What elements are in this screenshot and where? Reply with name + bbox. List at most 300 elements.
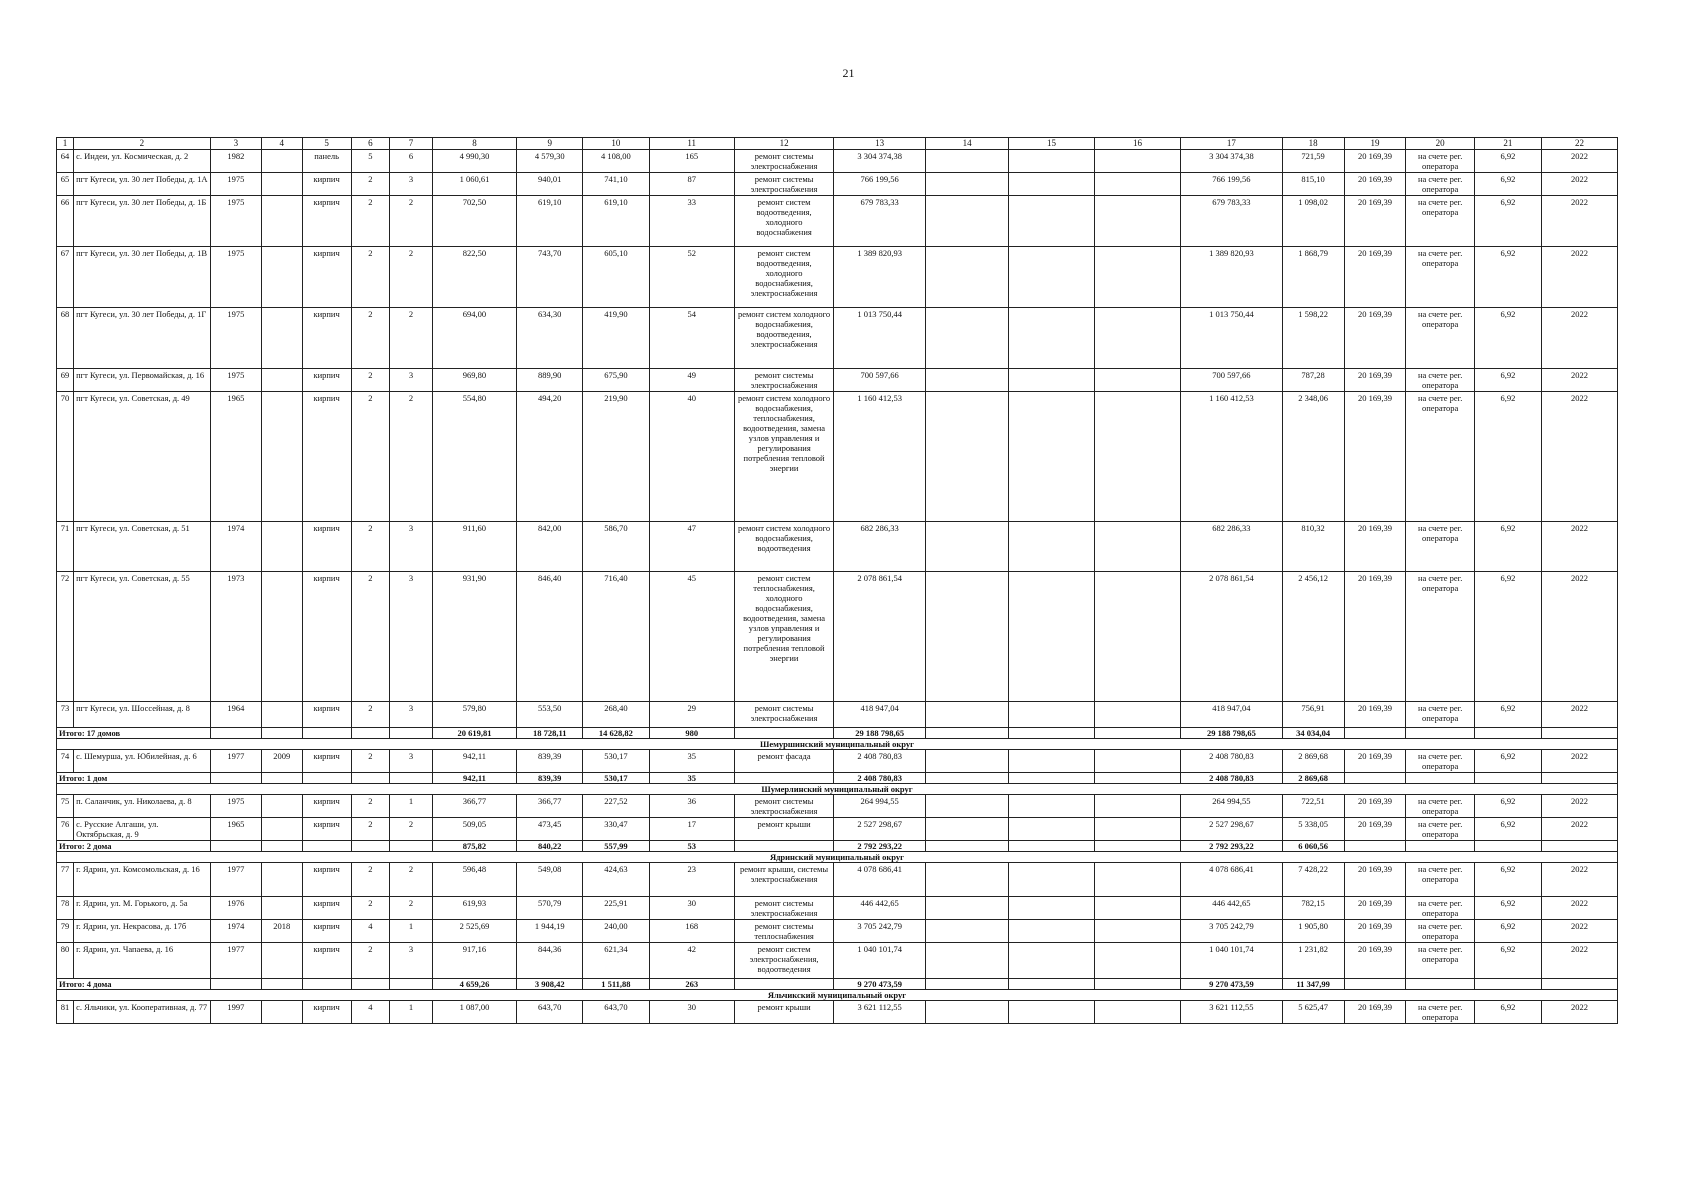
cell-living-area: 643,70 <box>583 1000 649 1023</box>
cell-floors: 2 <box>351 701 389 727</box>
cell-year-renovated <box>261 149 302 172</box>
cell-total-area: 931,90 <box>432 571 516 701</box>
cell-max-unit-cost: 20 169,39 <box>1344 571 1406 701</box>
cell-empty <box>390 840 433 851</box>
cell-total-area: 596,48 <box>432 862 516 896</box>
cell-year-renovated <box>261 862 302 896</box>
cell-wall-material: кирпич <box>302 749 351 772</box>
cell-empty <box>351 772 389 783</box>
cell-floors: 2 <box>351 794 389 817</box>
cell-empty <box>1009 772 1094 783</box>
cell-col-15 <box>1009 749 1094 772</box>
cell-total-area: 917,16 <box>432 942 516 978</box>
cell-year-renovated: 2018 <box>261 919 302 942</box>
cell-floors: 2 <box>351 246 389 307</box>
cell-wall-material: кирпич <box>302 701 351 727</box>
cell-completion-year: 2022 <box>1542 919 1618 942</box>
cell-max-unit-cost: 20 169,39 <box>1344 749 1406 772</box>
cell-empty <box>210 772 261 783</box>
cell-max-unit-cost: 20 169,39 <box>1344 1000 1406 1023</box>
cell-entrances: 6 <box>390 149 433 172</box>
cell-area-premises: 553,50 <box>517 701 583 727</box>
cell-wall-material: кирпич <box>302 919 351 942</box>
cell-empty <box>1542 727 1618 738</box>
cell-fund-account: на счете рег. оператора <box>1406 862 1474 896</box>
cell-living-area: 741,10 <box>583 172 649 195</box>
housing-repair-table <box>56 137 1618 1024</box>
cell-address: с. Шемурша, ул. Юбилейная, д. 6 <box>74 749 211 772</box>
cell-wall-material: кирпич <box>302 391 351 521</box>
cell-address: г. Ядрин, ул. Чапаева, д. 16 <box>74 942 211 978</box>
cell-completion-year: 2022 <box>1542 896 1618 919</box>
cell-fund-account: на счете рег. оператора <box>1406 896 1474 919</box>
cell-area-premises: 844,36 <box>517 942 583 978</box>
district-name: Яльчикский муниципальный округ <box>57 989 1618 1000</box>
cell-fund-account: на счете рег. оператора <box>1406 701 1474 727</box>
cell-residents: 30 <box>649 896 734 919</box>
cell-residents: 40 <box>649 391 734 521</box>
cell-area-premises: 4 579,30 <box>517 149 583 172</box>
cell-total-area: 1 060,61 <box>432 172 516 195</box>
cell-year-built: 1982 <box>210 149 261 172</box>
cell-col-16 <box>1094 521 1180 571</box>
cell-total-area: 579,80 <box>432 701 516 727</box>
cell-year-renovated <box>261 817 302 840</box>
cell-col-16 <box>1094 817 1180 840</box>
cell-total-label: Итого: 4 дома <box>57 978 211 989</box>
cell-total-label: Итого: 17 домов <box>57 727 211 738</box>
cell-repair-cost: 700 597,66 <box>834 368 926 391</box>
cell-wall-material: кирпич <box>302 1000 351 1023</box>
cell-empty <box>210 978 261 989</box>
cell-row-number: 71 <box>57 521 74 571</box>
cell-living-area: 716,40 <box>583 571 649 701</box>
cell-living-area: 424,63 <box>583 862 649 896</box>
cell-repair-cost: 3 304 374,38 <box>834 149 926 172</box>
cell-repair-cost: 1 040 101,74 <box>834 942 926 978</box>
cell-total-col-17: 2 408 780,83 <box>1181 772 1282 783</box>
cell-max-unit-cost: 20 169,39 <box>1344 817 1406 840</box>
cell-row-number: 74 <box>57 749 74 772</box>
cell-col-21: 6,92 <box>1474 749 1541 772</box>
table-row <box>57 172 1618 195</box>
cell-col-15 <box>1009 701 1094 727</box>
cell-col-14 <box>926 794 1009 817</box>
cell-completion-year: 2022 <box>1542 862 1618 896</box>
cell-col-14 <box>926 896 1009 919</box>
cell-max-unit-cost: 20 169,39 <box>1344 391 1406 521</box>
cell-area-premises: 1 944,19 <box>517 919 583 942</box>
cell-fund-account: на счете рег. оператора <box>1406 149 1474 172</box>
cell-repair-cost: 418 947,04 <box>834 701 926 727</box>
cell-year-built: 1976 <box>210 896 261 919</box>
cell-floors: 2 <box>351 942 389 978</box>
cell-total-residents: 35 <box>649 772 734 783</box>
cell-area-premises: 643,70 <box>517 1000 583 1023</box>
cell-floors: 2 <box>351 571 389 701</box>
cell-total-area: 4 659,26 <box>432 978 516 989</box>
cell-max-unit-cost: 20 169,39 <box>1344 195 1406 246</box>
cell-entrances: 2 <box>390 307 433 368</box>
cell-repair-cost: 2 408 780,83 <box>834 749 926 772</box>
cell-area-premises: 889,90 <box>517 368 583 391</box>
cell-repair-cost: 264 994,55 <box>834 794 926 817</box>
cell-total-area: 875,82 <box>432 840 516 851</box>
cell-residents: 47 <box>649 521 734 571</box>
cell-living-area: 419,90 <box>583 307 649 368</box>
cell-col-14 <box>926 919 1009 942</box>
cell-empty <box>351 840 389 851</box>
cell-year-built: 1977 <box>210 942 261 978</box>
cell-max-unit-cost: 20 169,39 <box>1344 919 1406 942</box>
cell-residents: 49 <box>649 368 734 391</box>
cell-empty <box>926 840 1009 851</box>
cell-empty <box>1344 772 1406 783</box>
cell-col-15 <box>1009 368 1094 391</box>
column-number-7: 7 <box>390 138 433 150</box>
cell-wall-material: кирпич <box>302 246 351 307</box>
cell-unit-cost: 2 348,06 <box>1282 391 1344 521</box>
cell-row-number: 65 <box>57 172 74 195</box>
cell-total-area: 822,50 <box>432 246 516 307</box>
cell-total-living-area: 14 628,82 <box>583 727 649 738</box>
cell-empty <box>351 978 389 989</box>
cell-total-area: 509,05 <box>432 817 516 840</box>
cell-col-17: 682 286,33 <box>1181 521 1282 571</box>
cell-residents: 36 <box>649 794 734 817</box>
cell-area-premises: 473,45 <box>517 817 583 840</box>
table-row <box>57 521 1618 571</box>
cell-unit-cost: 5 338,05 <box>1282 817 1344 840</box>
cell-unit-cost: 782,15 <box>1282 896 1344 919</box>
cell-col-16 <box>1094 1000 1180 1023</box>
cell-total-living-area: 557,99 <box>583 840 649 851</box>
cell-repair-type: ремонт фасада <box>734 749 833 772</box>
cell-completion-year: 2022 <box>1542 391 1618 521</box>
cell-empty <box>390 772 433 783</box>
cell-row-number: 64 <box>57 149 74 172</box>
cell-col-16 <box>1094 246 1180 307</box>
cell-empty <box>1474 840 1541 851</box>
cell-residents: 168 <box>649 919 734 942</box>
cell-max-unit-cost: 20 169,39 <box>1344 701 1406 727</box>
cell-wall-material: кирпич <box>302 794 351 817</box>
cell-empty <box>1009 840 1094 851</box>
cell-year-built: 1977 <box>210 862 261 896</box>
cell-year-built: 1975 <box>210 794 261 817</box>
cell-repair-type: ремонт крыши <box>734 1000 833 1023</box>
column-number-1: 1 <box>57 138 74 150</box>
cell-total-col-17: 2 792 293,22 <box>1181 840 1282 851</box>
cell-empty <box>390 978 433 989</box>
cell-total-area: 366,77 <box>432 794 516 817</box>
cell-empty <box>1406 840 1474 851</box>
cell-empty <box>1094 840 1180 851</box>
cell-wall-material: кирпич <box>302 896 351 919</box>
cell-year-built: 1974 <box>210 919 261 942</box>
column-number-21: 21 <box>1474 138 1541 150</box>
cell-repair-type: ремонт системы электроснабжения <box>734 172 833 195</box>
cell-fund-account: на счете рег. оператора <box>1406 391 1474 521</box>
district-name: Шумерлинский муниципальный округ <box>57 783 1618 794</box>
cell-row-number: 67 <box>57 246 74 307</box>
cell-unit-cost: 7 428,22 <box>1282 862 1344 896</box>
cell-area-premises: 940,01 <box>517 172 583 195</box>
cell-residents: 165 <box>649 149 734 172</box>
cell-col-21: 6,92 <box>1474 942 1541 978</box>
cell-fund-account: на счете рег. оператора <box>1406 571 1474 701</box>
cell-address: с. Русские Алгаши, ул. Октябрьская, д. 9 <box>74 817 211 840</box>
cell-repair-cost: 1 389 820,93 <box>834 246 926 307</box>
cell-empty <box>302 840 351 851</box>
cell-residents: 17 <box>649 817 734 840</box>
cell-completion-year: 2022 <box>1542 701 1618 727</box>
cell-empty <box>926 772 1009 783</box>
page-number: 21 <box>842 66 855 80</box>
cell-living-area: 227,52 <box>583 794 649 817</box>
cell-area-premises: 634,30 <box>517 307 583 368</box>
cell-empty <box>351 727 389 738</box>
district-header-row <box>57 783 1618 794</box>
cell-empty <box>1344 840 1406 851</box>
cell-row-number: 75 <box>57 794 74 817</box>
cell-col-14 <box>926 368 1009 391</box>
cell-total-unit-cost: 34 034,04 <box>1282 727 1344 738</box>
cell-col-21: 6,92 <box>1474 246 1541 307</box>
cell-total-area: 969,80 <box>432 368 516 391</box>
cell-empty <box>1344 727 1406 738</box>
cell-entrances: 2 <box>390 246 433 307</box>
cell-col-21: 6,92 <box>1474 307 1541 368</box>
cell-unit-cost: 756,91 <box>1282 701 1344 727</box>
cell-col-15 <box>1009 817 1094 840</box>
cell-col-17: 1 040 101,74 <box>1181 942 1282 978</box>
cell-repair-cost: 2 078 861,54 <box>834 571 926 701</box>
cell-max-unit-cost: 20 169,39 <box>1344 862 1406 896</box>
cell-area-premises: 570,79 <box>517 896 583 919</box>
cell-col-14 <box>926 172 1009 195</box>
cell-unit-cost: 721,59 <box>1282 149 1344 172</box>
cell-address: с. Индеи, ул. Космическая, д. 2 <box>74 149 211 172</box>
cell-empty <box>1009 978 1094 989</box>
district-name: Шемуршинский муниципальный округ <box>57 738 1618 749</box>
cell-year-renovated <box>261 521 302 571</box>
column-number-16: 16 <box>1094 138 1180 150</box>
district-header-row <box>57 738 1618 749</box>
cell-fund-account: на счете рег. оператора <box>1406 1000 1474 1023</box>
district-name: Ядринский муниципальный округ <box>57 851 1618 862</box>
cell-entrances: 3 <box>390 749 433 772</box>
cell-col-15 <box>1009 391 1094 521</box>
cell-col-15 <box>1009 195 1094 246</box>
cell-year-built: 1974 <box>210 521 261 571</box>
cell-year-renovated <box>261 794 302 817</box>
cell-year-built: 1975 <box>210 172 261 195</box>
cell-entrances: 1 <box>390 794 433 817</box>
cell-repair-cost: 1 013 750,44 <box>834 307 926 368</box>
cell-unit-cost: 1 098,02 <box>1282 195 1344 246</box>
table-row <box>57 817 1618 840</box>
cell-area-premises: 842,00 <box>517 521 583 571</box>
cell-entrances: 3 <box>390 942 433 978</box>
cell-entrances: 3 <box>390 701 433 727</box>
cell-col-14 <box>926 391 1009 521</box>
cell-total-cost: 2 792 293,22 <box>834 840 926 851</box>
cell-empty <box>1406 772 1474 783</box>
cell-completion-year: 2022 <box>1542 368 1618 391</box>
cell-total-area: 942,11 <box>432 772 516 783</box>
cell-unit-cost: 722,51 <box>1282 794 1344 817</box>
cell-year-renovated: 2009 <box>261 749 302 772</box>
column-number-2: 2 <box>74 138 211 150</box>
cell-col-14 <box>926 817 1009 840</box>
cell-completion-year: 2022 <box>1542 195 1618 246</box>
cell-floors: 2 <box>351 195 389 246</box>
cell-wall-material: кирпич <box>302 172 351 195</box>
cell-year-built: 1975 <box>210 307 261 368</box>
column-number-13: 13 <box>834 138 926 150</box>
column-number-17: 17 <box>1181 138 1282 150</box>
cell-col-21: 6,92 <box>1474 862 1541 896</box>
cell-floors: 2 <box>351 172 389 195</box>
cell-completion-year: 2022 <box>1542 571 1618 701</box>
cell-repair-type: ремонт систем водоотведения, холодного водоснабжения, электроснабжения <box>734 246 833 307</box>
table-row <box>57 195 1618 246</box>
cell-entrances: 1 <box>390 1000 433 1023</box>
cell-address: пгт Кугеси, ул. Советская, д. 49 <box>74 391 211 521</box>
cell-completion-year: 2022 <box>1542 172 1618 195</box>
cell-col-17: 3 304 374,38 <box>1181 149 1282 172</box>
cell-row-number: 78 <box>57 896 74 919</box>
cell-address: г. Ядрин, ул. Комсомольская, д. 16 <box>74 862 211 896</box>
cell-col-16 <box>1094 307 1180 368</box>
cell-col-16 <box>1094 571 1180 701</box>
cell-empty <box>1542 840 1618 851</box>
cell-living-area: 240,00 <box>583 919 649 942</box>
cell-wall-material: кирпич <box>302 942 351 978</box>
cell-address: пгт Кугеси, ул. Шоссейная, д. 8 <box>74 701 211 727</box>
cell-entrances: 2 <box>390 195 433 246</box>
cell-entrances: 3 <box>390 368 433 391</box>
cell-empty <box>1094 727 1180 738</box>
column-number-19: 19 <box>1344 138 1406 150</box>
cell-unit-cost: 815,10 <box>1282 172 1344 195</box>
table-row <box>57 942 1618 978</box>
cell-total-living-area: 530,17 <box>583 772 649 783</box>
cell-empty <box>734 727 833 738</box>
cell-col-17: 418 947,04 <box>1181 701 1282 727</box>
cell-empty <box>261 772 302 783</box>
cell-total-cost: 2 408 780,83 <box>834 772 926 783</box>
cell-address: пгт Кугеси, ул. 30 лет Победы, д. 1В <box>74 246 211 307</box>
cell-col-15 <box>1009 307 1094 368</box>
cell-empty <box>210 840 261 851</box>
cell-living-area: 225,91 <box>583 896 649 919</box>
cell-repair-cost: 766 199,56 <box>834 172 926 195</box>
cell-max-unit-cost: 20 169,39 <box>1344 307 1406 368</box>
cell-row-number: 69 <box>57 368 74 391</box>
table-row <box>57 307 1618 368</box>
cell-completion-year: 2022 <box>1542 1000 1618 1023</box>
cell-col-16 <box>1094 149 1180 172</box>
column-number-22: 22 <box>1542 138 1618 150</box>
cell-col-15 <box>1009 172 1094 195</box>
cell-repair-type: ремонт крыши, системы электроснабжения <box>734 862 833 896</box>
cell-residents: 45 <box>649 571 734 701</box>
cell-total-area: 702,50 <box>432 195 516 246</box>
cell-unit-cost: 2 456,12 <box>1282 571 1344 701</box>
cell-row-number: 72 <box>57 571 74 701</box>
cell-floors: 2 <box>351 368 389 391</box>
cell-total-unit-cost: 2 869,68 <box>1282 772 1344 783</box>
cell-col-16 <box>1094 172 1180 195</box>
cell-empty <box>1474 978 1541 989</box>
cell-col-14 <box>926 195 1009 246</box>
cell-max-unit-cost: 20 169,39 <box>1344 942 1406 978</box>
cell-residents: 29 <box>649 701 734 727</box>
cell-col-17: 1 013 750,44 <box>1181 307 1282 368</box>
cell-living-area: 330,47 <box>583 817 649 840</box>
table-row <box>57 794 1618 817</box>
cell-year-built: 1975 <box>210 195 261 246</box>
cell-col-14 <box>926 521 1009 571</box>
cell-empty <box>1474 772 1541 783</box>
cell-col-21: 6,92 <box>1474 794 1541 817</box>
cell-residents: 35 <box>649 749 734 772</box>
cell-max-unit-cost: 20 169,39 <box>1344 149 1406 172</box>
cell-unit-cost: 787,28 <box>1282 368 1344 391</box>
cell-completion-year: 2022 <box>1542 817 1618 840</box>
cell-col-21: 6,92 <box>1474 701 1541 727</box>
cell-repair-type: ремонт системы электроснабжения <box>734 368 833 391</box>
column-number-6: 6 <box>351 138 389 150</box>
cell-repair-type: ремонт системы электроснабжения <box>734 149 833 172</box>
cell-total-area: 694,00 <box>432 307 516 368</box>
cell-col-21: 6,92 <box>1474 919 1541 942</box>
cell-total-residents: 263 <box>649 978 734 989</box>
cell-col-16 <box>1094 919 1180 942</box>
cell-completion-year: 2022 <box>1542 794 1618 817</box>
cell-floors: 2 <box>351 307 389 368</box>
cell-col-17: 700 597,66 <box>1181 368 1282 391</box>
cell-col-16 <box>1094 368 1180 391</box>
cell-address: пгт Кугеси, ул. Советская, д. 51 <box>74 521 211 571</box>
cell-total-area: 942,11 <box>432 749 516 772</box>
cell-col-21: 6,92 <box>1474 896 1541 919</box>
cell-col-21: 6,92 <box>1474 521 1541 571</box>
cell-empty <box>1542 978 1618 989</box>
cell-col-14 <box>926 1000 1009 1023</box>
cell-unit-cost: 1 868,79 <box>1282 246 1344 307</box>
cell-fund-account: на счете рег. оператора <box>1406 521 1474 571</box>
cell-year-built: 1964 <box>210 701 261 727</box>
cell-col-17: 264 994,55 <box>1181 794 1282 817</box>
cell-total-label: Итого: 1 дом <box>57 772 211 783</box>
cell-col-16 <box>1094 749 1180 772</box>
table-row <box>57 246 1618 307</box>
cell-row-number: 66 <box>57 195 74 246</box>
cell-entrances: 3 <box>390 521 433 571</box>
column-number-8: 8 <box>432 138 516 150</box>
cell-empty <box>1344 978 1406 989</box>
cell-col-15 <box>1009 246 1094 307</box>
cell-total-area-premises: 3 908,42 <box>517 978 583 989</box>
cell-total-area: 619,93 <box>432 896 516 919</box>
cell-col-21: 6,92 <box>1474 391 1541 521</box>
cell-area-premises: 549,08 <box>517 862 583 896</box>
column-number-11: 11 <box>649 138 734 150</box>
cell-residents: 23 <box>649 862 734 896</box>
